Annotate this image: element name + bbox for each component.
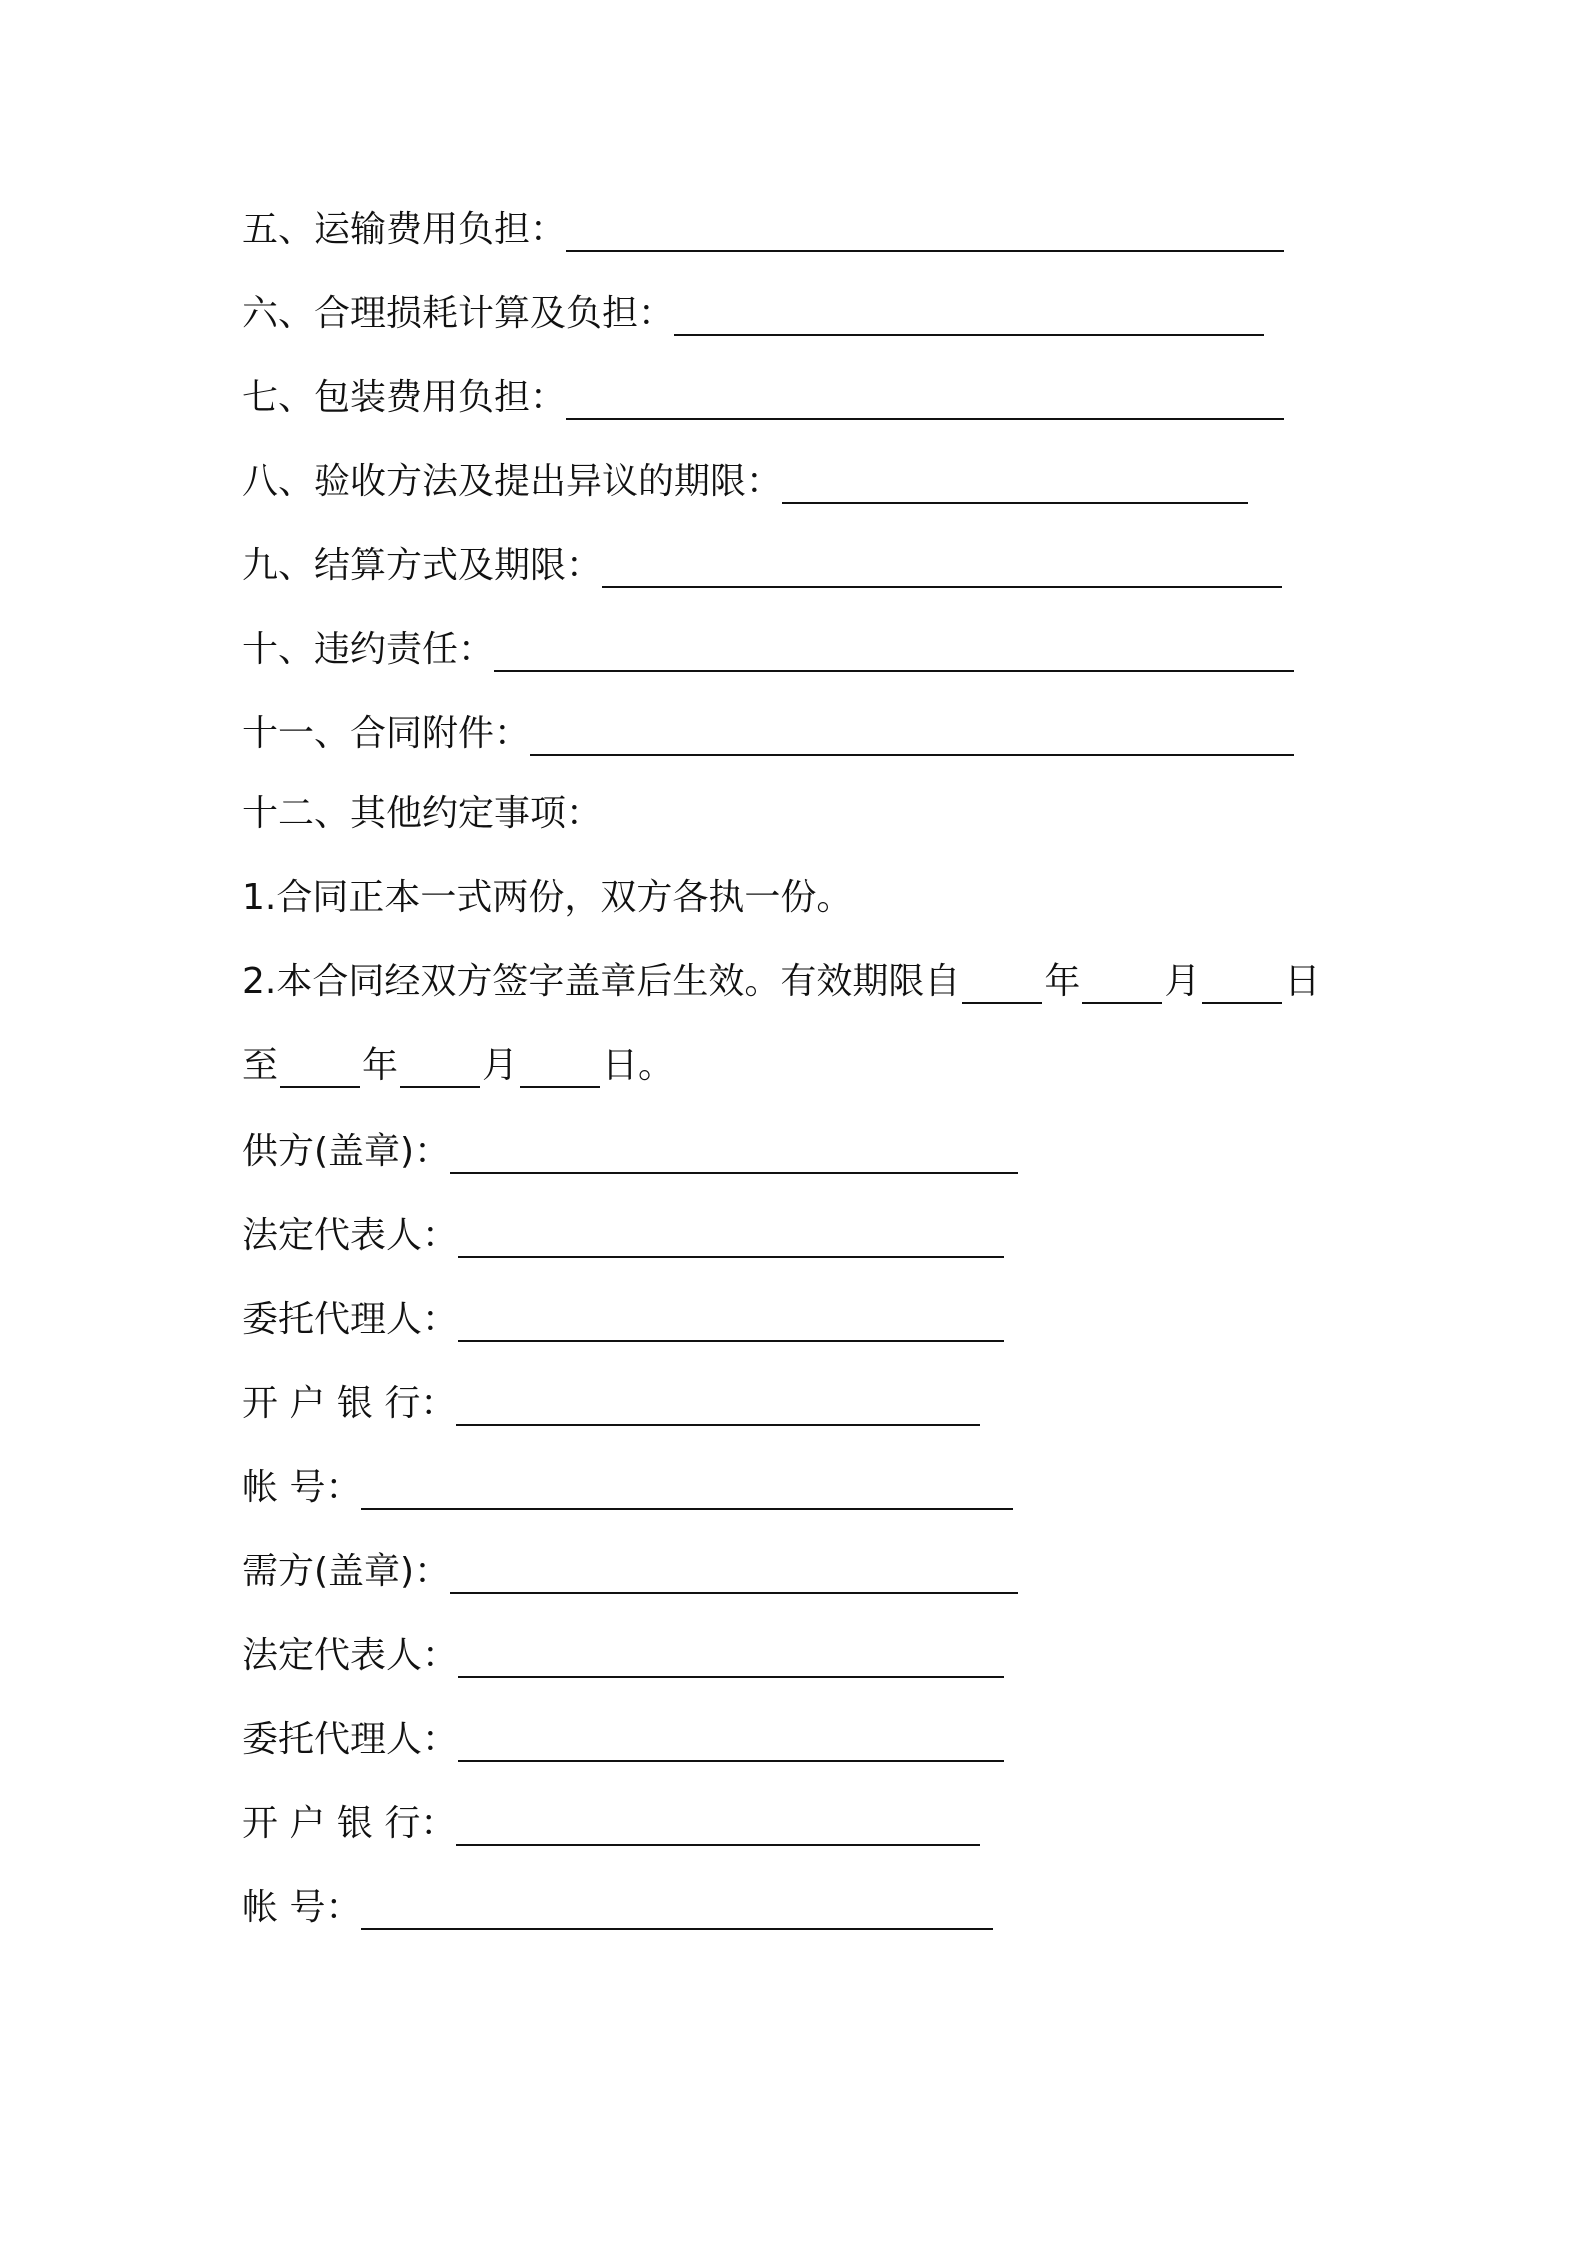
term-packaging-cost: [242, 366, 1284, 426]
other-terms-item-1: 1.合同正本一式两份，双方各执一份。: [242, 877, 853, 918]
supplier-seal-blank[interactable]: [450, 1132, 1018, 1174]
fill-blank[interactable]: [530, 714, 1294, 756]
buyer-bank: 开 户 银 行：: [242, 1792, 980, 1852]
fill-blank[interactable]: [782, 462, 1248, 504]
buyer-legal-rep-blank[interactable]: [458, 1636, 1004, 1678]
buyer-party: 需方(盖章)：: [242, 1540, 1018, 1600]
fill-blank[interactable]: [674, 294, 1264, 336]
end-day-blank[interactable]: [520, 1046, 600, 1088]
fill-blank[interactable]: [494, 630, 1294, 672]
other-terms-item-2: 2.本合同经双方签字盖章后生效。有效期限自 年 月 日: [242, 961, 1321, 1002]
term-loss-calculation: [242, 282, 1264, 342]
term-breach-liability: [242, 618, 1294, 678]
buyer-agent-blank[interactable]: [458, 1720, 1004, 1762]
supplier-account-blank[interactable]: [361, 1468, 1013, 1510]
buyer-seal-blank[interactable]: [450, 1552, 1018, 1594]
term-label: 七、包装费用负担：: [242, 377, 567, 418]
term-label: 十、违约责任：: [242, 629, 495, 670]
term-settlement: [242, 534, 1282, 594]
term-label: 十一、合同附件：: [242, 713, 531, 754]
term-attachments: [242, 702, 1294, 762]
buyer-bank-blank[interactable]: [456, 1804, 980, 1846]
buyer-legal-rep: 法定代表人：: [242, 1624, 1004, 1684]
buyer-agent: 委托代理人：: [242, 1708, 1004, 1768]
term-label: 五、运输费用负担：: [242, 209, 567, 250]
fill-blank[interactable]: [566, 378, 1284, 420]
supplier-legal-rep-blank[interactable]: [458, 1216, 1004, 1258]
term-label: 六、合理损耗计算及负担：: [242, 293, 675, 334]
fill-blank[interactable]: [602, 546, 1282, 588]
end-year-blank[interactable]: [280, 1046, 360, 1088]
fill-blank[interactable]: [566, 210, 1284, 252]
end-month-blank[interactable]: [400, 1046, 480, 1088]
supplier-legal-rep: 法定代表人：: [242, 1204, 1004, 1264]
other-terms-heading: 十二、其他约定事项：: [242, 793, 603, 834]
supplier-bank: 开 户 银 行：: [242, 1372, 980, 1432]
supplier-bank-blank[interactable]: [456, 1384, 980, 1426]
term-acceptance-method: [242, 450, 1248, 510]
term-label: 八、验收方法及提出异议的期限：: [242, 461, 783, 502]
start-month-blank[interactable]: [1082, 962, 1162, 1004]
supplier-account: 帐 号：: [242, 1456, 1013, 1516]
buyer-account-blank[interactable]: [361, 1888, 993, 1930]
supplier-agent: 委托代理人：: [242, 1288, 1004, 1348]
supplier-agent-blank[interactable]: [458, 1300, 1004, 1342]
start-year-blank[interactable]: [962, 962, 1042, 1004]
supplier-party: 供方(盖章)：: [242, 1120, 1018, 1180]
start-day-blank[interactable]: [1202, 962, 1282, 1004]
buyer-account: 帐 号：: [242, 1876, 993, 1936]
term-label: 九、结算方式及期限：: [242, 545, 603, 586]
term-transport-cost: [242, 198, 1284, 258]
other-terms-item-2-end: 至 年 月 日。: [242, 1045, 675, 1086]
